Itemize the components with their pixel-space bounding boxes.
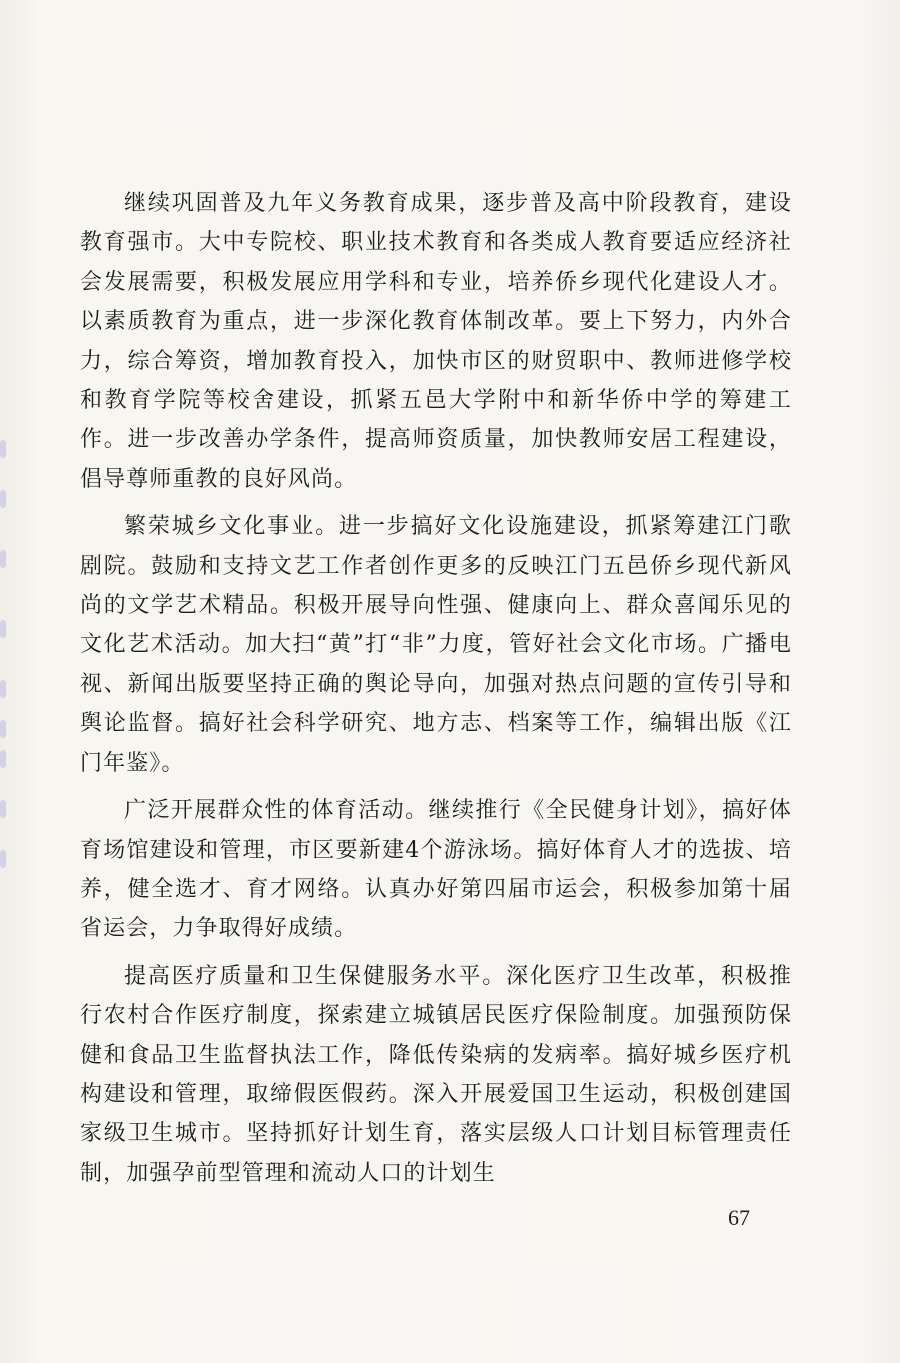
paragraph-culture: 繁荣城乡文化事业。进一步搞好文化设施建设，抓紧筹建江门歌剧院。鼓励和支持文艺工作者创作更多的反映江门五邑侨乡现代新风尚的文学艺术精品。积极开展导向性强、健康向上、群众喜闻乐见的文化艺术活动。加大扫“黄”打“非”力度，管好社会文化市场。广播电视、新闻出版要坚持正确的舆论导向，加强对热点问题的宣传引导和舆论监督。搞好社会科学研究、地方志、档案等工作，编辑出版《江门年鉴》。 xyxy=(80,514,792,776)
body-text xyxy=(80,184,792,1201)
paragraph-sports: 广泛开展群众性的体育活动。继续推行《全民健身计划》，搞好体育场馆建设和管理，市区要新建4个游泳场。搞好体育人才的选拔、培养，健全选才、育才网络。认真办好第四届市运会，积极参加第十届省运会，力争取得好成绩。 xyxy=(80,798,792,942)
page-number: 67 xyxy=(728,1205,750,1230)
page-edge-marks xyxy=(0,420,10,920)
paragraph-education: 继续巩固普及九年义务教育成果，逐步普及高中阶段教育，建设教育强市。大中专院校、职业技术教育和各类成人教育要适应经济社会发展需要，积极发展应用学科和专业，培养侨乡现代化建设人才。以素质教育为重点，进一步深化教育体制改革。要上下努力，内外合力，综合筹资，增加教育投入，加快市区的财贸职中、教师进修学校和教育学院等校舍建设，抓紧五邑大学附中和新华侨中学的筹建工作。进一步改善办学条件，提高师资质量，加快教师安居工程建设，倡导尊师重教的良好风尚。 xyxy=(80,191,792,492)
paragraph-health: 提高医疗质量和卫生保健服务水平。深化医疗卫生改革，积极推行农村合作医疗制度，探索建立城镇居民医疗保险制度。加强预防保健和食品卫生监督执法工作，降低传染病的发病率。搞好城乡医疗机构建设和管理，取缔假医假药。深入开展爱国卫生运动，积极创建国家级卫生城市。坚持抓好计划生育，落实层级人口计划目标管理责任制，加强孕前型管理和流动人口的计划生 xyxy=(80,963,792,1186)
